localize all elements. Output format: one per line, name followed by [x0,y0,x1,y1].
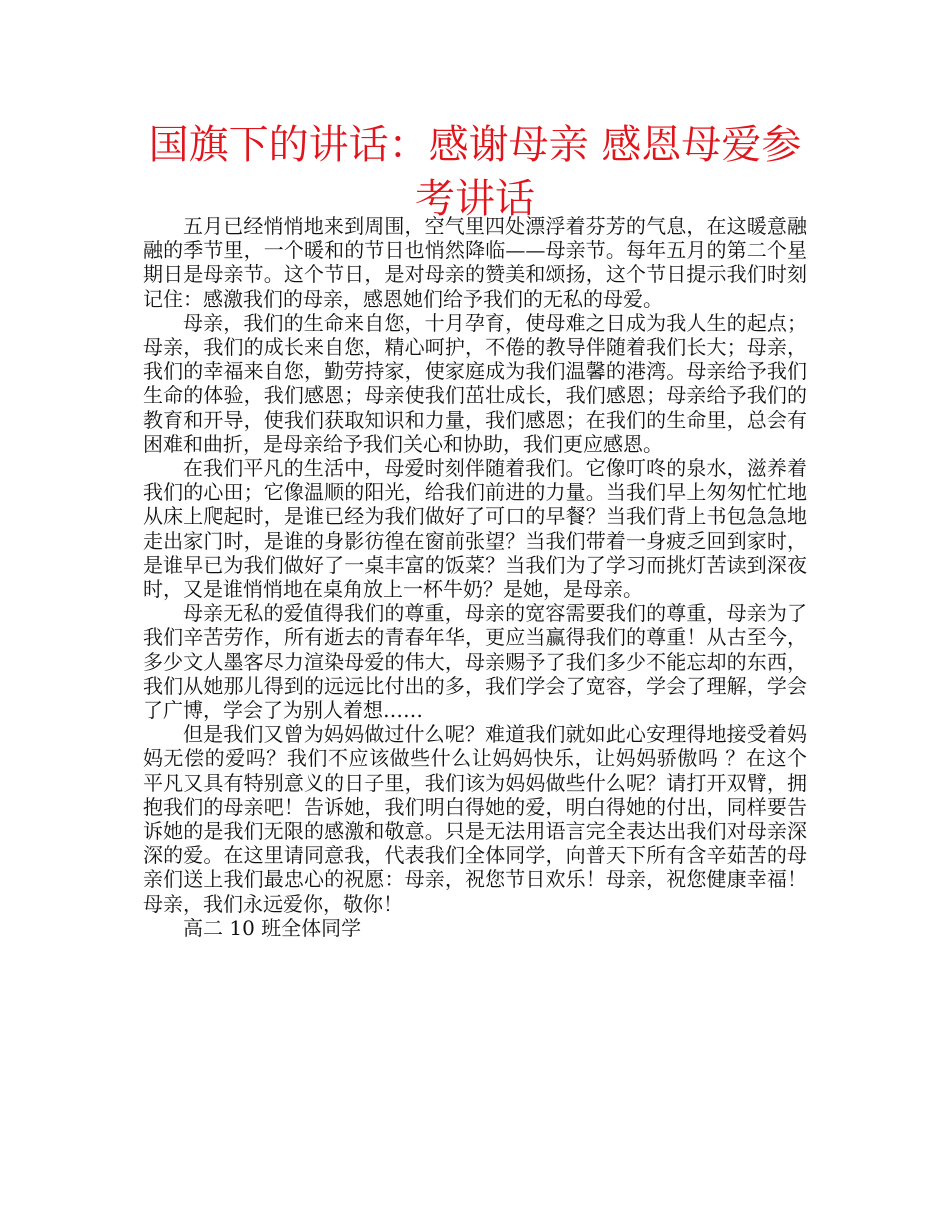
document-body [143,214,807,940]
document-title: 国旗下的讲话：感谢母亲 感恩母爱参考讲话 [148,122,802,222]
paragraph-2: 母亲，我们的生命来自您，十月孕育，使母难之日成为我人生的起点；母亲，我们的成长来自您，精心呵护，不倦的教导伴随着我们长大；母亲，我们的幸福来自您，勤劳持家，使家庭成为我们温馨的港湾。母亲给予我们生命的体验，我们感恩；母亲使我们茁壮成长，我们感恩；母亲给予我们的教育和开导，使我们获取知识和力量，我们感恩；在我们的生命里，总会有困难和曲折，是母亲给予我们关心和协助，我们更应感恩。 [143,310,807,456]
paragraph-4: 母亲无私的爱值得我们的尊重，母亲的宽容需要我们的尊重，母亲为了我们辛苦劳作，所有逝去的青春年华，更应当赢得我们的尊重！从古至今，多少文人墨客尽力渲染母爱的伟大，母亲赐予了我们多少不能忘却的东西，我们从她那儿得到的远远比付出的多，我们学会了宽容，学会了理解，学会了广博，学会了为别人着想…… [143,601,807,723]
paragraph-5: 但是我们又曾为妈妈做过什么呢？难道我们就如此心安理得地接受着妈妈无偿的爱吗？我们不应该做些什么让妈妈快乐，让妈妈骄傲吗 ？在这个平凡又具有特别意义的日子里，我们该为妈妈做些什么呢？请打开双臂，拥抱我们的母亲吧！告诉她，我们明白得她的爱，明白得她的付出，同样要告诉她的是我们无限的感激和敬意。只是无法用语言完全表达出我们对母亲深深的爱。在这里请同意我，代表我们全体同学，向普天下所有含辛茹苦的母亲们送上我们最忠心的祝愿：母亲，祝您节日欢乐！母亲，祝您健康幸福！母亲，我们永远爱你，敬你！ [143,722,807,916]
paragraph-1: 五月已经悄悄地来到周围，空气里四处漂浮着芬芳的气息，在这暖意融融的季节里，一个暖和的节日也悄然降临——母亲节。每年五月的第二个星期日是母亲节。这个节日，是对母亲的赞美和颂扬，这个节日提示我们时刻记住：感激我们的母亲，感恩她们给予我们的无私的母爱。 [143,214,807,311]
signature: 高二 10 班全体同学 [183,915,362,940]
paragraph-3: 在我们平凡的生活中，母爱时刻伴随着我们。它像叮咚的泉水，滋养着我们的心田；它像温顺的阳光，给我们前进的力量。当我们早上匆匆忙忙地从床上爬起时，是谁已经为我们做好了可口的早餐？当我们背上书包急急地走出家门时，是谁的身影彷徨在窗前张望？当我们带着一身疲乏回到家时，是谁早已为我们做好了一桌丰富的饭菜？当我们为了学习而挑灯苦读到深夜时，又是谁悄悄地在桌角放上一杯牛奶？是她，是母亲。 [143,456,807,602]
